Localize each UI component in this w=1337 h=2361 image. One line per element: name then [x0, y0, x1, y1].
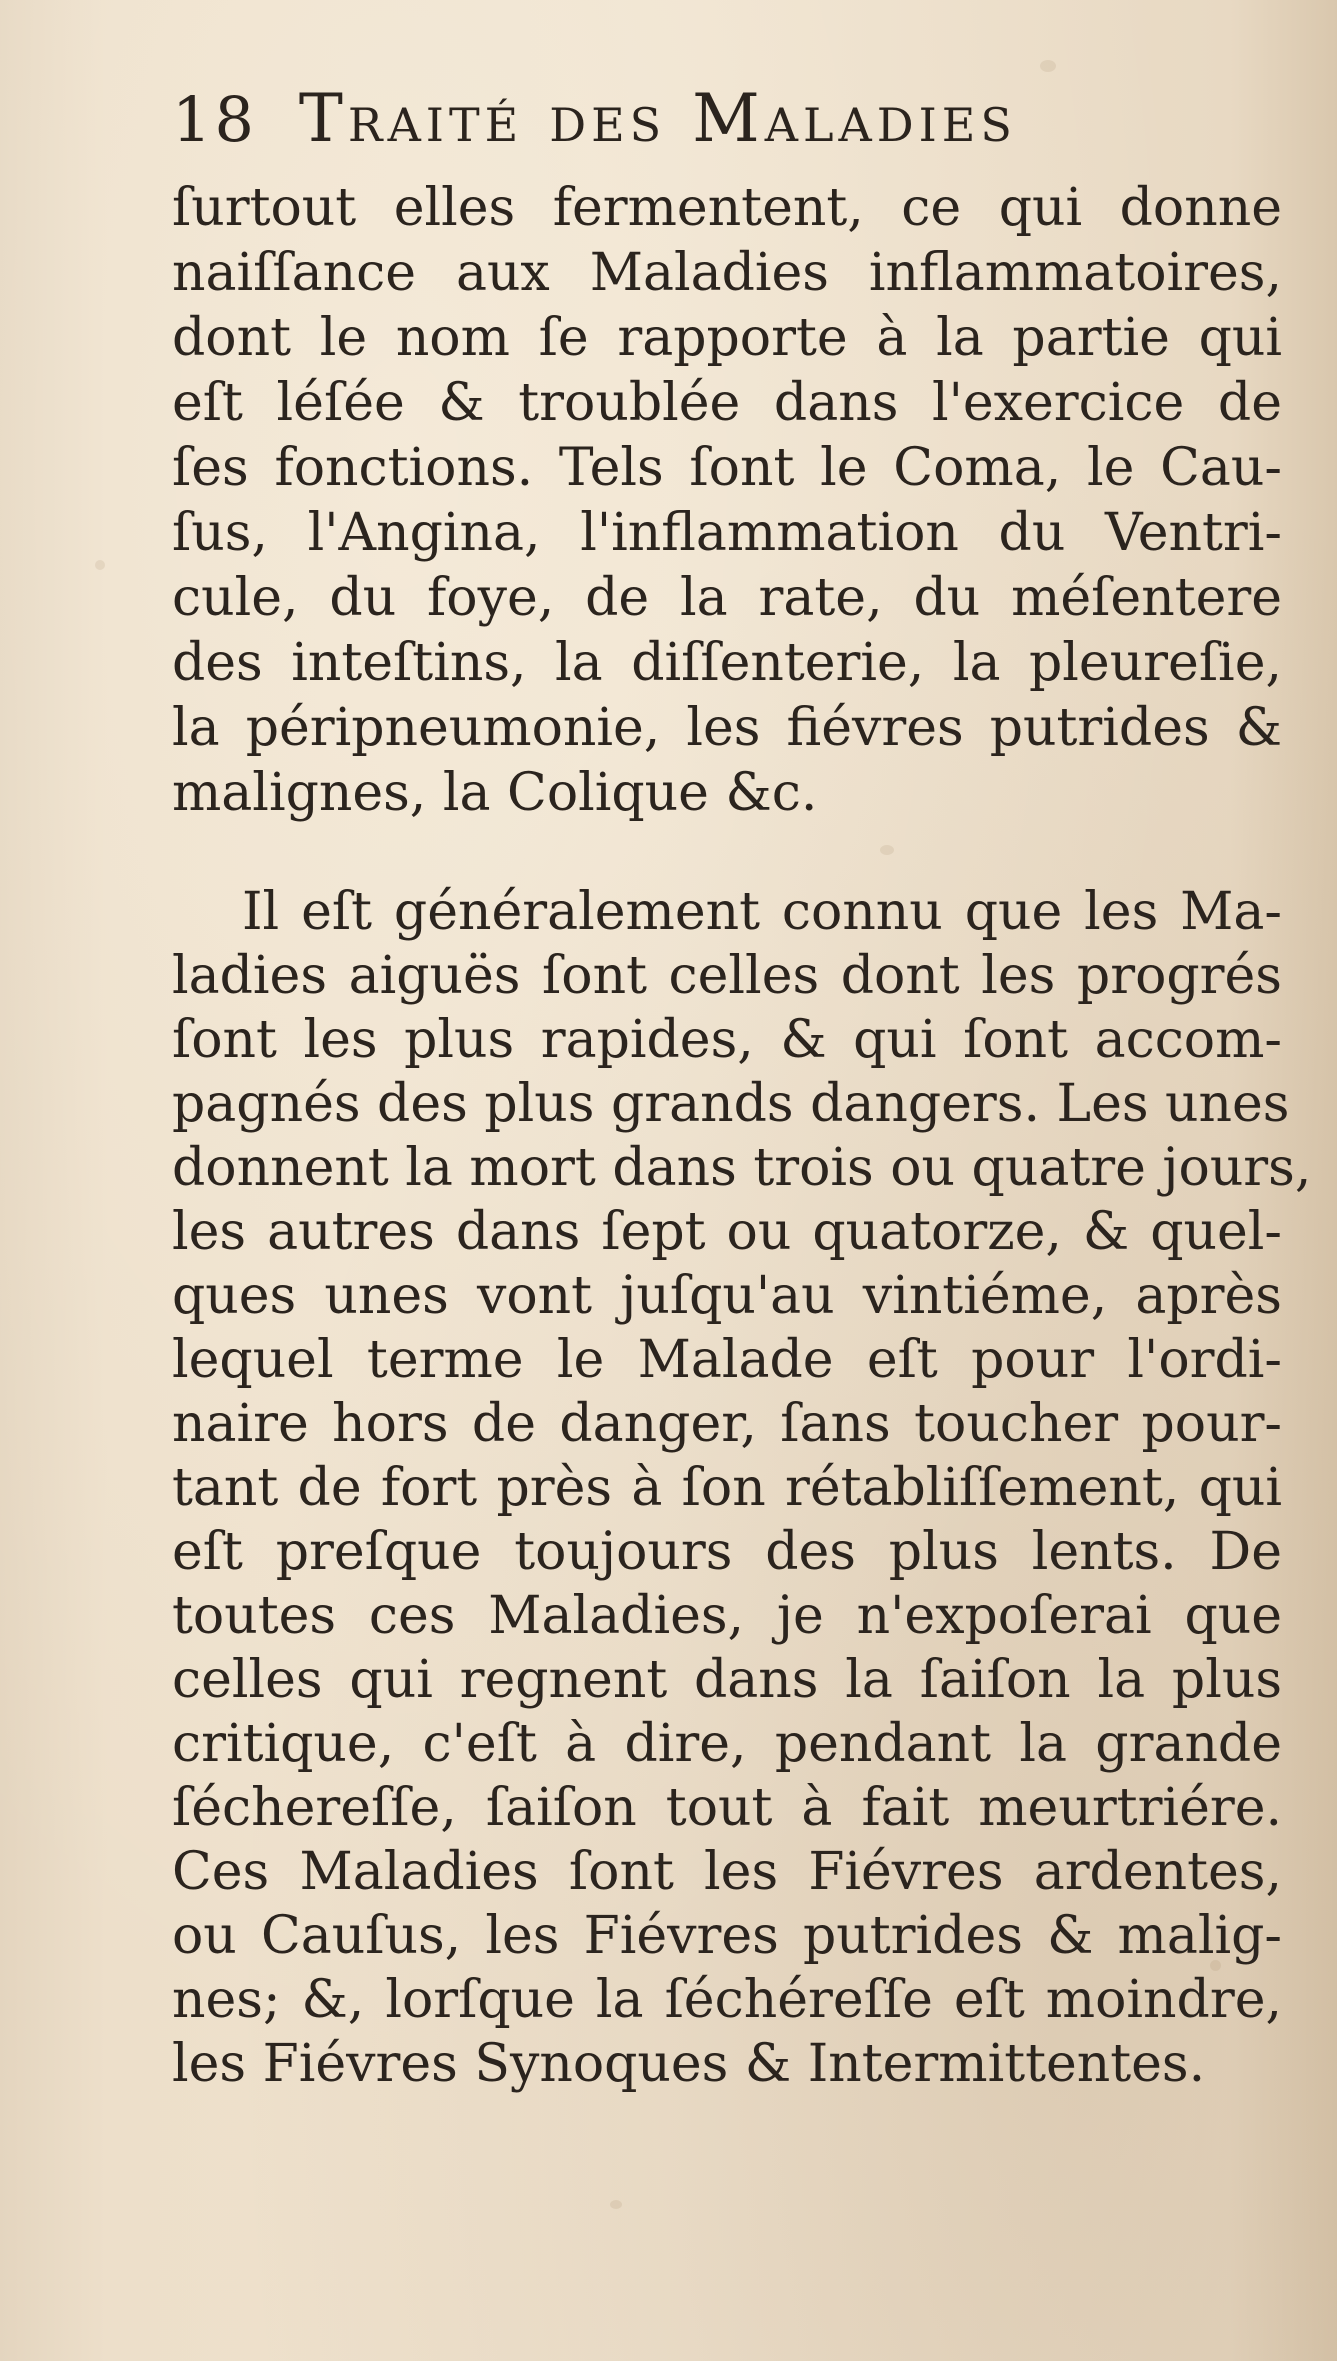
- text-line: naire hors de danger, ſans toucher pour-: [172, 1394, 1282, 1454]
- text-line: ſes fonctions. Tels ſont le Coma, le Cau-: [172, 438, 1282, 498]
- text-line: critique, c'eſt à dire, pendant la grande: [172, 1714, 1282, 1774]
- text-line: Il eſt généralement connu que les Ma-: [242, 882, 1282, 942]
- text-line: ladies aiguës ſont celles dont les progrés: [172, 946, 1282, 1006]
- text-line: eſt léſée & troublée dans l'exercice de: [172, 373, 1282, 433]
- paper-stain: [880, 845, 894, 855]
- running-header: [172, 80, 1282, 170]
- text-line: Ces Maladies ſont les Fiévres ardentes,: [172, 1842, 1282, 1902]
- text-line: naiſſance aux Maladies inflammatoires,: [172, 243, 1282, 303]
- text-line: ques unes vont juſqu'au vintiéme, après: [172, 1266, 1282, 1326]
- text-line: ſéchereſſe, ſaiſon tout à fait meurtriére.: [172, 1778, 1282, 1838]
- text-line: donnent la mort dans trois ou quatre jours,: [172, 1138, 1312, 1198]
- paper-stain: [610, 2200, 622, 2209]
- page-number: 18: [172, 83, 257, 156]
- text-line: malignes, la Colique &c.: [172, 763, 818, 823]
- text-line: pagnés des plus grands dangers. Les unes: [172, 1074, 1290, 1134]
- text-line: nes; &, lorſque la ſéchéreſſe eſt moindre,: [172, 1970, 1282, 2030]
- paper-stain: [1040, 60, 1056, 72]
- text-line: ſus, l'Angina, l'inflammation du Ventri-: [172, 503, 1282, 563]
- running-title: Traité des Maladies: [298, 80, 1017, 157]
- text-line: ou Cauſus, les Fiévres putrides & malig-: [172, 1906, 1282, 1966]
- text-line: les autres dans ſept ou quatorze, & quel-: [172, 1202, 1282, 1262]
- text-line: eſt preſque toujours des plus lents. De: [172, 1522, 1282, 1582]
- text-line: ſont les plus rapides, & qui ſont accom-: [172, 1010, 1282, 1070]
- text-line: toutes ces Maladies, je n'expoſerai que: [172, 1586, 1282, 1646]
- text-line: tant de fort près à ſon rétabliſſement, qui: [172, 1458, 1282, 1518]
- text-line: ſurtout elles fermentent, ce qui donne: [172, 178, 1282, 238]
- text-line: dont le nom ſe rapporte à la partie qui: [172, 308, 1282, 368]
- text-line: les Fiévres Synoques & Intermittentes.: [172, 2034, 1206, 2094]
- text-line: des inteſtins, la diſſenterie, la pleureſie,: [172, 633, 1282, 693]
- text-line: cule, du foye, de la rate, du méſentere: [172, 568, 1282, 628]
- text-line: lequel terme le Malade eſt pour l'ordi-: [172, 1330, 1282, 1390]
- paper-stain: [95, 560, 105, 570]
- text-line: la péripneumonie, les fiévres putrides &: [172, 698, 1282, 758]
- text-line: celles qui regnent dans la ſaiſon la plus: [172, 1650, 1282, 1710]
